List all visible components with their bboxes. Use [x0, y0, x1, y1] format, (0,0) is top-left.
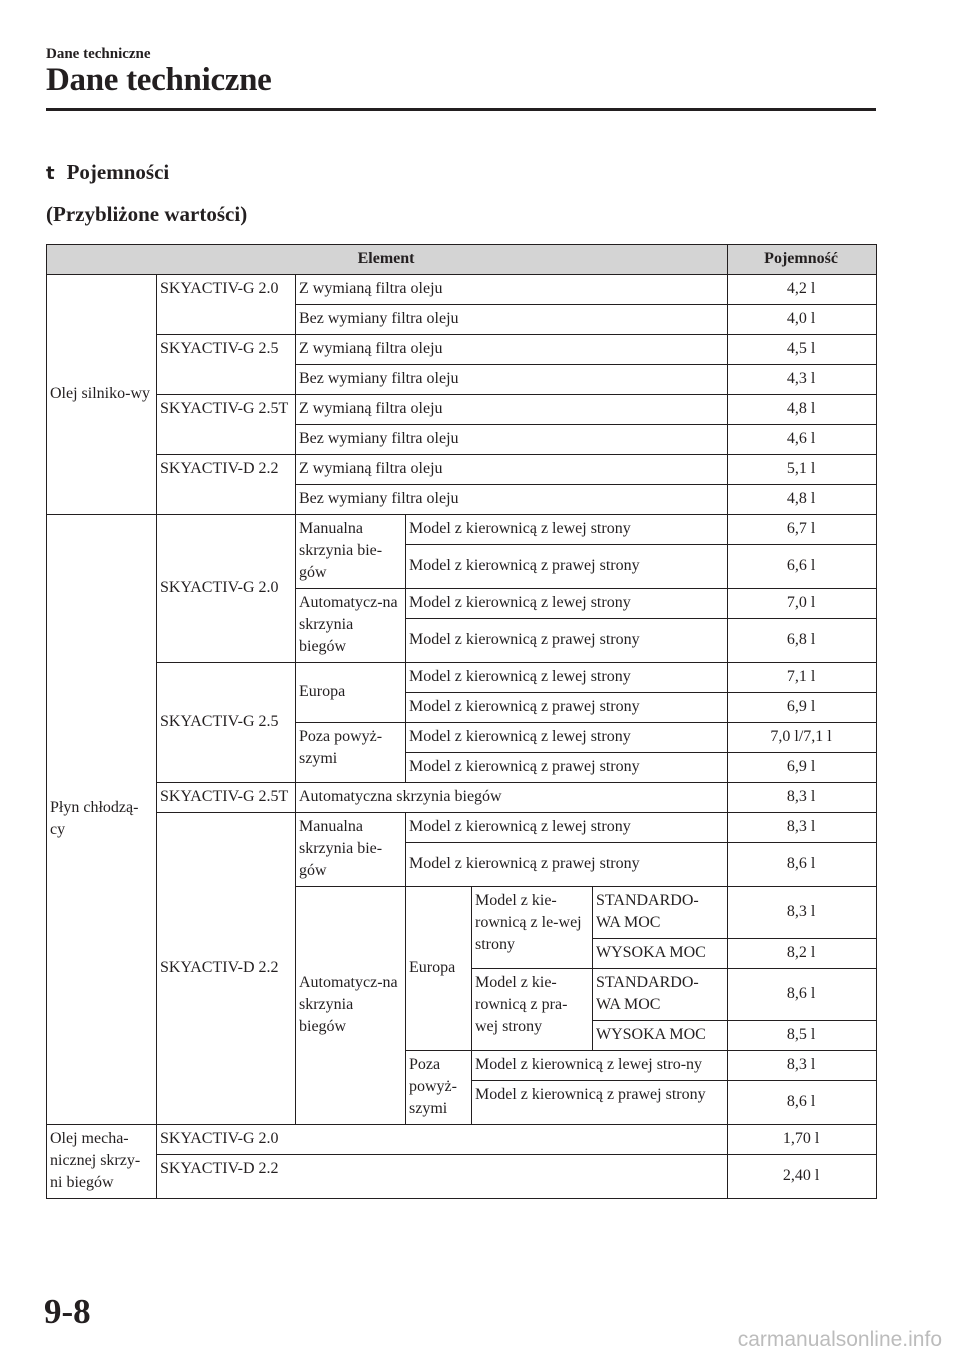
capacity-value: 6,9 l	[728, 753, 877, 783]
capacity-value: 6,8 l	[728, 619, 877, 663]
capacity-value: 4,2 l	[728, 275, 877, 305]
breadcrumb: Dane techniczne	[46, 46, 151, 62]
capacity-value: 4,8 l	[728, 395, 877, 425]
capacity-value: 4,5 l	[728, 335, 877, 365]
capacity-value: 7,0 l	[728, 589, 877, 619]
section-title: Pojemności	[66, 160, 170, 184]
capacity-value: 8,3 l	[728, 813, 877, 843]
table-row	[47, 395, 877, 425]
capacity-value: 6,6 l	[728, 545, 877, 589]
page-title: Dane techniczne	[46, 62, 272, 98]
capacity-value: 5,1 l	[728, 455, 877, 485]
capacity-value: 8,5 l	[728, 1021, 877, 1051]
transmission-type: Manualna skrzynia bie-gów	[296, 515, 406, 589]
page-number: 9-8	[44, 1292, 91, 1331]
steering-variant: Model z kierownicą z lewej strony	[406, 663, 728, 693]
oil-change-type: Z wymianą filtra oleju	[296, 335, 728, 365]
engine-name: SKYACTIV-G 2.0	[157, 275, 296, 335]
steering-variant: Model z kierownicą z prawej strony	[406, 545, 728, 589]
steering-variant: Model z kierownicą z lewej stro-ny	[472, 1051, 728, 1081]
market-type: Poza powyż-szymi	[296, 723, 406, 783]
transmission-type: Automatyczna skrzynia biegów	[296, 783, 728, 813]
transmission-type: Manualna skrzynia bie-gów	[296, 813, 406, 887]
header-divider	[46, 108, 876, 111]
subsection-heading: (Przybliżone wartości)	[46, 202, 248, 226]
oil-change-type: Z wymianą filtra oleju	[296, 395, 728, 425]
table-row	[47, 663, 877, 693]
steering-variant: Model z kie-rownicą z le-wej strony	[472, 887, 593, 969]
capacity-value: 2,40 l	[728, 1155, 877, 1199]
steering-variant: Model z kierownicą z prawej strony	[472, 1081, 728, 1125]
capacity-value: 8,3 l	[728, 783, 877, 813]
table-row	[47, 335, 877, 365]
steering-variant: Model z kie-rownicą z pra-wej strony	[472, 969, 593, 1051]
steering-variant: Model z kierownicą z lewej strony	[406, 813, 728, 843]
capacity-value: 4,3 l	[728, 365, 877, 395]
engine-name: SKYACTIV-G 2.5	[157, 335, 296, 395]
transmission-oil-label: Olej mecha-nicznej skrzy-ni biegów	[47, 1125, 157, 1199]
engine-name: SKYACTIV-D 2.2	[157, 1155, 728, 1199]
capacity-value: 8,6 l	[728, 969, 877, 1021]
capacity-value: 8,3 l	[728, 887, 877, 939]
engine-name: SKYACTIV-G 2.5T	[157, 783, 296, 813]
capacity-value: 4,0 l	[728, 305, 877, 335]
engine-oil-label: Olej silniko-wy	[47, 275, 157, 515]
steering-variant: Model z kierownicą z lewej strony	[406, 515, 728, 545]
table-row	[47, 275, 877, 305]
market-type: Europa	[406, 887, 472, 1051]
transmission-type: Automatycz-na skrzynia biegów	[296, 887, 406, 1125]
engine-name: SKYACTIV-G 2.0	[157, 1125, 728, 1155]
table-row	[47, 455, 877, 485]
power-variant: WYSOKA MOC	[593, 1021, 728, 1051]
capacity-value: 4,6 l	[728, 425, 877, 455]
header-element: Element	[47, 245, 728, 275]
capacity-value: 8,2 l	[728, 939, 877, 969]
oil-change-type: Bez wymiany filtra oleju	[296, 485, 728, 515]
capacity-value: 1,70 l	[728, 1125, 877, 1155]
capacity-value: 7,0 l/7,1 l	[728, 723, 877, 753]
power-variant: WYSOKA MOC	[593, 939, 728, 969]
oil-change-type: Z wymianą filtra oleju	[296, 275, 728, 305]
power-variant: STANDARDO-WA MOC	[593, 887, 728, 939]
market-type: Poza powyż-szymi	[406, 1051, 472, 1125]
capacity-value: 6,7 l	[728, 515, 877, 545]
oil-change-type: Z wymianą filtra oleju	[296, 455, 728, 485]
power-variant: STANDARDO-WA MOC	[593, 969, 728, 1021]
table-row	[47, 813, 877, 843]
steering-variant: Model z kierownicą z prawej strony	[406, 843, 728, 887]
oil-change-type: Bez wymiany filtra oleju	[296, 305, 728, 335]
table-row	[47, 1125, 877, 1155]
market-type: Europa	[296, 663, 406, 723]
steering-variant: Model z kierownicą z prawej strony	[406, 693, 728, 723]
capacity-value: 8,3 l	[728, 1051, 877, 1081]
oil-change-type: Bez wymiany filtra oleju	[296, 365, 728, 395]
engine-name: SKYACTIV-G 2.5T	[157, 395, 296, 455]
engine-name: SKYACTIV-G 2.0	[157, 515, 296, 663]
capacity-value: 8,6 l	[728, 843, 877, 887]
steering-variant: Model z kierownicą z lewej strony	[406, 723, 728, 753]
engine-name: SKYACTIV-G 2.5	[157, 663, 296, 783]
coolant-label: Płyn chłodzą-cy	[47, 515, 157, 1125]
steering-variant: Model z kierownicą z prawej strony	[406, 619, 728, 663]
capacity-value: 7,1 l	[728, 663, 877, 693]
section-heading	[46, 160, 169, 185]
oil-change-type: Bez wymiany filtra oleju	[296, 425, 728, 455]
watermark: carmanualsonline.info	[737, 1328, 942, 1351]
transmission-type: Automatycz-na skrzynia biegów	[296, 589, 406, 663]
steering-variant: Model z kierownicą z lewej strony	[406, 589, 728, 619]
capacity-value: 4,8 l	[728, 485, 877, 515]
capacity-value: 6,9 l	[728, 693, 877, 723]
engine-name: SKYACTIV-D 2.2	[157, 813, 296, 1125]
section-marker-icon: t	[46, 163, 55, 184]
table-row	[47, 783, 877, 813]
steering-variant: Model z kierownicą z prawej strony	[406, 753, 728, 783]
table-row	[47, 515, 877, 545]
capacities-table	[46, 244, 877, 1199]
engine-name: SKYACTIV-D 2.2	[157, 455, 296, 515]
table-row	[47, 1155, 877, 1199]
table-header-row	[47, 245, 877, 275]
capacity-value: 8,6 l	[728, 1081, 877, 1125]
header-capacity: Pojemność	[728, 245, 877, 275]
